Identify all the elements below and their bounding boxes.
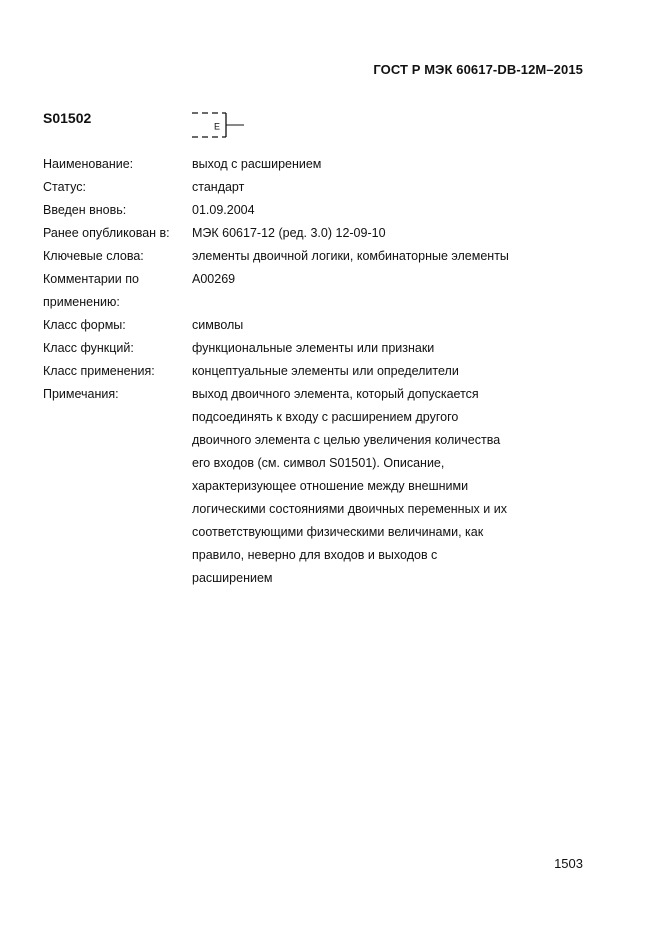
attribute-value: концептуальные элементы или определители xyxy=(192,364,459,378)
attribute-value: выход с расширением xyxy=(192,157,322,171)
attribute-value: элементы двоичной логики, комбинаторные элементы xyxy=(192,249,509,263)
attribute-row xyxy=(43,360,563,383)
attribute-label: Класс применения: xyxy=(43,364,155,378)
attribute-label: Класс функций: xyxy=(43,341,134,355)
attribute-row xyxy=(43,337,563,360)
attribute-row xyxy=(43,383,563,590)
attribute-value: 01.09.2004 xyxy=(192,203,255,217)
attribute-label: Ранее опубликован в: xyxy=(43,226,170,240)
attribute-row xyxy=(43,245,563,268)
attribute-row xyxy=(43,222,563,245)
attribute-value: МЭК 60617-12 (ред. 3.0) 12-09-10 xyxy=(192,226,386,240)
page-number: 1503 xyxy=(554,856,583,871)
attribute-label: Класс формы: xyxy=(43,318,126,332)
attribute-label: Примечания: xyxy=(43,387,119,401)
attribute-label: Наименование: xyxy=(43,157,134,171)
attribute-row xyxy=(43,199,563,222)
attribute-row xyxy=(43,268,563,314)
attribute-label: Статус: xyxy=(43,180,86,194)
symbol-qualifier-letter: E xyxy=(213,121,221,132)
standard-title: ГОСТ Р МЭК 60617-DB-12M–2015 xyxy=(373,62,583,77)
expansion-output-symbol-graphic xyxy=(190,109,252,141)
attribute-row xyxy=(43,176,563,199)
attribute-value: выход двоичного элемента, который допускается подсоединять к входу с расширением другого двоичного элемента с целью увеличения количества его входов (см. символ S01501). Описание, характеризующее отношение между внешними логическими состояниями двоичных переменных и их соответствующими физическими величинами, как правило, неверно для входов и выходов с расширением xyxy=(192,387,507,585)
symbol-attributes-table xyxy=(43,153,563,590)
attribute-label: Ключевые слова: xyxy=(43,249,144,263)
attribute-row xyxy=(43,314,563,337)
attribute-label: Введен вновь: xyxy=(43,203,127,217)
attribute-value: функциональные элементы или признаки xyxy=(192,341,435,355)
attribute-value: A00269 xyxy=(192,272,236,286)
attribute-value: стандарт xyxy=(192,180,245,194)
attribute-row xyxy=(43,153,563,176)
attribute-value: символы xyxy=(192,318,244,332)
attribute-label: Комментарии по применению: xyxy=(43,272,139,309)
symbol-code: S01502 xyxy=(43,110,92,126)
